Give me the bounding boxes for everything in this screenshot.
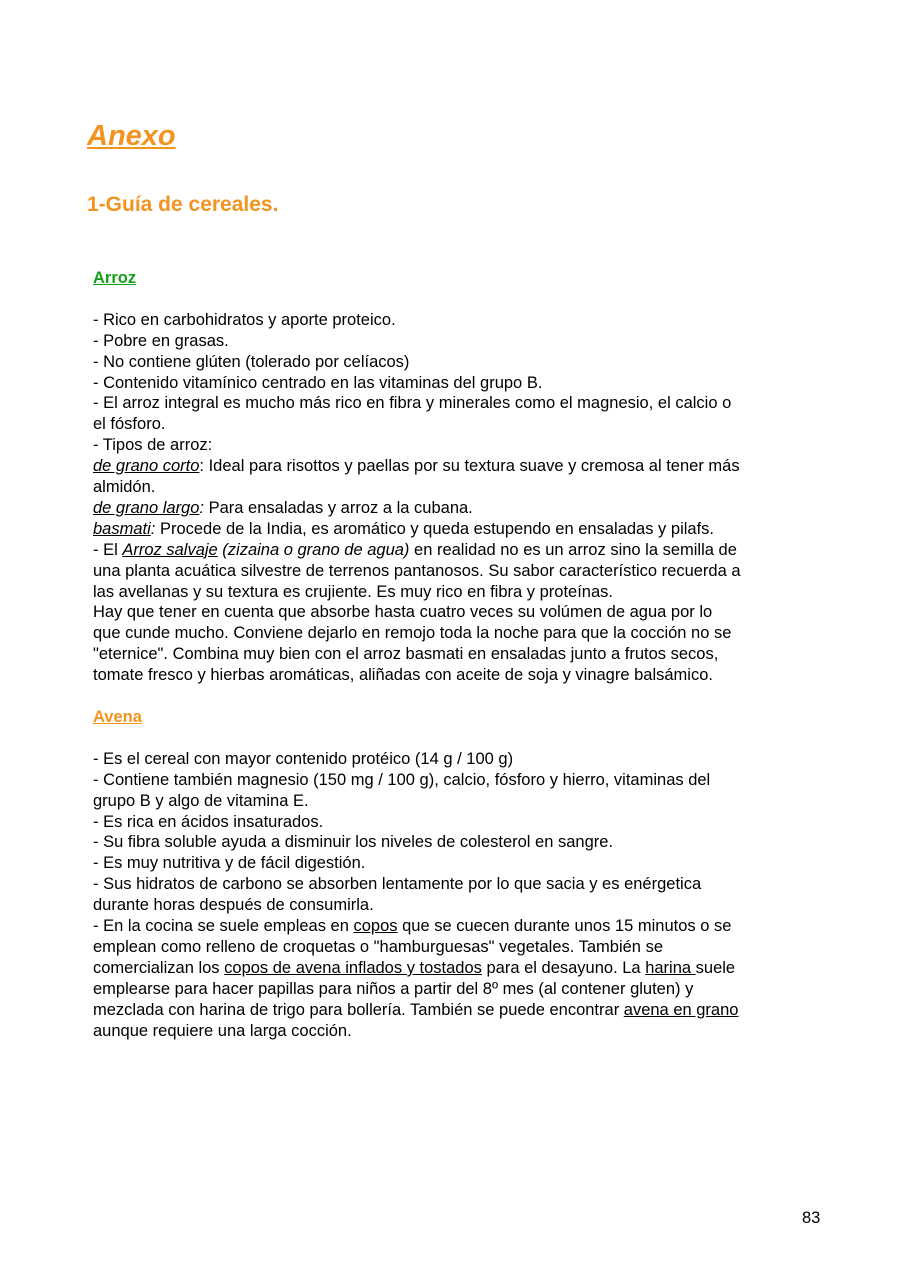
text-line: Hay que tener en cuenta que absorbe hasta cuatro veces su volúmen de agua por lo	[93, 603, 713, 622]
term-grano-largo: de grano largo	[93, 498, 200, 517]
rice-type-basmati	[93, 519, 818, 540]
term-harina: harina	[645, 958, 696, 977]
text-span: en realidad no es un arroz sino la semilla de	[409, 540, 737, 559]
text-line: - Pobre en grasas.	[93, 331, 229, 350]
text-span: suele	[695, 958, 736, 977]
text-span: para el desayuno. La	[481, 958, 646, 977]
text-line: durante horas después de consumirla.	[93, 896, 374, 915]
text-span: Para ensaladas y arroz a la cubana.	[204, 498, 473, 517]
text-line: que cunde mucho. Conviene dejarlo en remojo toda la noche para que la cocción no se	[93, 624, 732, 643]
document-body	[93, 268, 818, 1041]
rice-type-salvaje	[93, 540, 818, 561]
text-line: el fósforo.	[93, 415, 166, 434]
term-grano-corto: de grano corto	[93, 457, 200, 476]
text-span: :	[199, 498, 205, 517]
text-line: "eternice". Combina muy bien con el arroz basmati en ensaladas junto a frutos secos,	[93, 645, 719, 664]
spacer	[93, 686, 818, 707]
cocina-line	[93, 916, 818, 937]
term-copos: copos	[353, 917, 398, 936]
text-line: una planta acuática silvestre de terrenos pantanosos. Su sabor característico recuerda a	[93, 561, 741, 580]
text-line: aunque requiere una larga cocción.	[93, 1021, 352, 1040]
text-line: - Es el cereal con mayor contenido protéico (14 g / 100 g)	[93, 749, 514, 768]
text-line: almidón.	[93, 478, 156, 497]
spacer	[93, 728, 818, 749]
text-line: - El arroz integral es mucho más rico en fibra y minerales como el magnesio, el calcio o	[93, 394, 732, 413]
text-line: - Contiene también magnesio (150 mg / 100 g), calcio, fósforo y hierro, vitaminas del	[93, 770, 711, 789]
text-span: : Ideal para risottos y paellas por su textura suave y cremosa al tener más	[199, 457, 740, 476]
text-line: emplearse para hacer papillas para niños a partir del 8º mes (al contener gluten) y	[93, 979, 694, 998]
text-line: - Rico en carbohidratos y aporte proteico.	[93, 310, 396, 329]
section-title: 1-Guía de cereales.	[87, 193, 279, 216]
text-line: tomate fresco y hierbas aromáticas, aliñadas con aceite de soja y vinagre balsámico.	[93, 666, 713, 685]
text-line: grupo B y algo de vitamina E.	[93, 791, 309, 810]
term-arroz-salvaje: Arroz salvaje	[122, 540, 218, 559]
text-line: - Es rica en ácidos insaturados.	[93, 812, 324, 831]
text-span: comercializan los	[93, 958, 225, 977]
arroz-heading: Arroz	[93, 269, 137, 287]
text-line: las avellanas y su textura es crujiente. Es muy rico en fibra y proteínas.	[93, 582, 613, 601]
page-number: 83	[802, 1209, 821, 1227]
term-avena-en-grano: avena en grano	[623, 1000, 739, 1019]
text-span: - El	[93, 540, 123, 559]
text-line: - No contiene glúten (tolerado por celíacos)	[93, 352, 410, 371]
spacer	[93, 289, 818, 310]
text-span: que se cuecen durante unos 15 minutos o se	[397, 917, 732, 936]
text-span: mezclada con harina de trigo para bollería. También se puede encontrar	[93, 1000, 624, 1019]
text-span: :	[150, 519, 156, 538]
rice-type-largo	[93, 498, 818, 519]
text-line: - Sus hidratos de carbono se absorben lentamente por lo que sacia y es enérgetica	[93, 875, 702, 894]
page-title: Anexo	[87, 120, 176, 152]
text-line: - Contenido vitamínico centrado en las vitaminas del grupo B.	[93, 373, 543, 392]
text-span: (zizaina o grano de agua)	[217, 540, 410, 559]
term-basmati: basmati	[93, 519, 151, 538]
rice-type-corto	[93, 456, 818, 477]
text-span: - En la cocina se suele empleas en	[93, 917, 354, 936]
term-copos-inflados: copos de avena inflados y tostados	[224, 958, 482, 977]
cocina-line	[93, 1000, 818, 1021]
text-line: - Su fibra soluble ayuda a disminuir los niveles de colesterol en sangre.	[93, 833, 614, 852]
text-span: Procede de la India, es aromático y queda estupendo en ensaladas y pilafs.	[155, 519, 714, 538]
text-line: - Es muy nutritiva y de fácil digestión.	[93, 854, 366, 873]
avena-heading: Avena	[93, 708, 142, 726]
cocina-line	[93, 958, 818, 979]
text-line: emplean como relleno de croquetas o "hamburguesas" vegetales. También se	[93, 937, 663, 956]
text-line: - Tipos de arroz:	[93, 436, 213, 455]
